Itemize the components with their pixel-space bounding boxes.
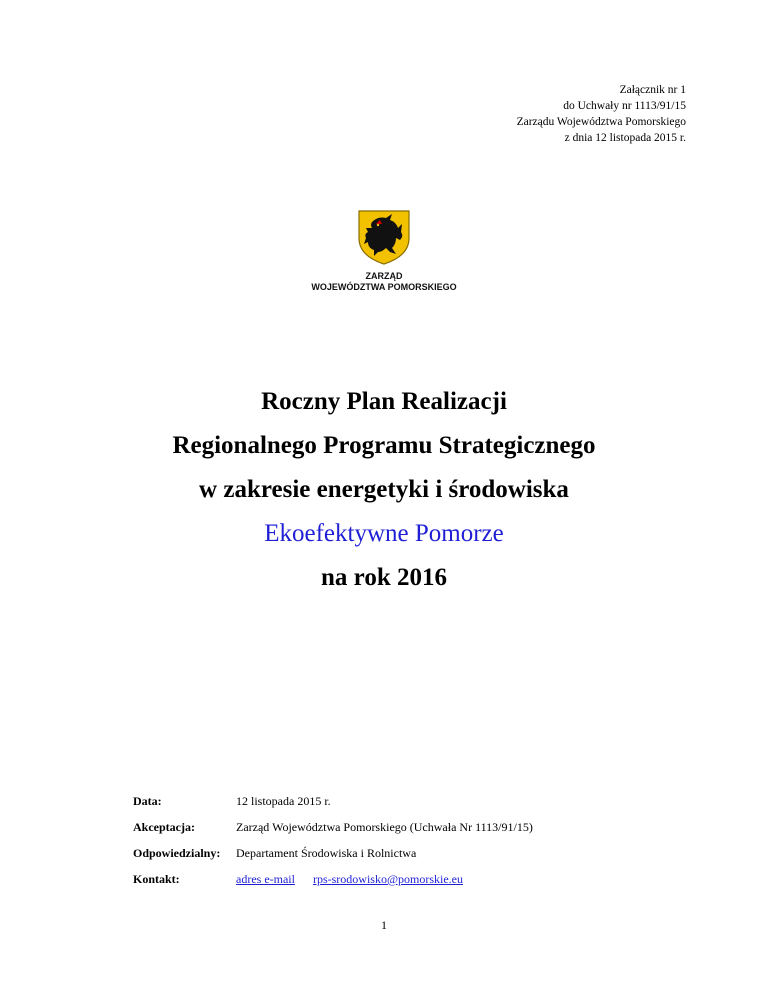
document-metadata <box>133 793 533 897</box>
meta-row-contact <box>133 871 533 897</box>
annex-line-4: z dnia 12 listopada 2015 r. <box>564 132 686 144</box>
logo-line-1: ZARZĄD <box>365 271 403 281</box>
meta-row-date <box>133 793 533 819</box>
griffin-crest-icon <box>356 208 412 266</box>
date-label: Data: <box>133 794 162 808</box>
acceptance-value: Zarząd Województwa Pomorskiego (Uchwała Nr 1113/91/15) <box>236 820 533 834</box>
email-link[interactable]: adres e-mail <box>236 872 295 886</box>
contact-value <box>236 871 463 887</box>
board-logo <box>0 208 768 293</box>
annex-header <box>517 82 686 146</box>
contact-email-link[interactable]: rps-srodowisko@pomorskie.eu <box>312 872 464 886</box>
document-title <box>0 380 768 600</box>
program-name: Ekoefektywne Pomorze <box>264 520 504 547</box>
contact-label: Kontakt: <box>133 872 180 886</box>
date-value: 12 listopada 2015 r. <box>236 794 331 808</box>
title-line-3: w zakresie energetyki i środowiska <box>199 476 569 503</box>
annex-line-1: Załącznik nr 1 <box>619 84 686 96</box>
meta-row-acceptance <box>133 819 533 845</box>
responsible-label: Odpowiedzialny: <box>133 846 221 860</box>
responsible-value: Departament Środowiska i Rolnictwa <box>236 846 417 860</box>
meta-row-responsible <box>133 845 533 871</box>
logo-line-2: WOJEWÓDZTWA POMORSKIEGO <box>311 282 457 292</box>
title-line-2: Regionalnego Programu Strategicznego <box>172 432 596 459</box>
annex-line-2: do Uchwały nr 1113/91/15 <box>563 100 686 112</box>
title-line-1: Roczny Plan Realizacji <box>261 388 507 415</box>
annex-line-3: Zarządu Województwa Pomorskiego <box>516 116 686 128</box>
title-line-5: na rok 2016 <box>321 564 447 591</box>
page-number: 1 <box>381 918 387 932</box>
acceptance-label: Akceptacja: <box>133 820 195 834</box>
